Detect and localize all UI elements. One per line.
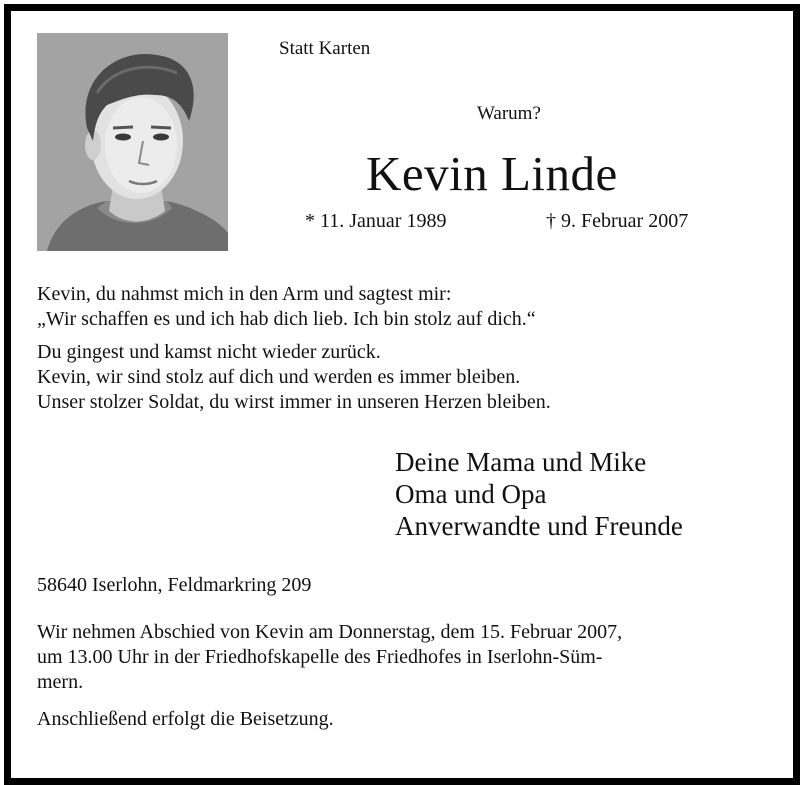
poem-line: „Wir schaffen es und ich hab dich lieb. Ich bin stolz auf dich.“ [37,308,536,330]
address-line: 58640 Iserlohn, Feldmarkring 209 [37,574,312,596]
warum-label: Warum? [477,103,541,124]
deceased-name: Kevin Linde [366,146,618,201]
poem-paragraph-1 [37,282,536,332]
portrait-illustration [37,33,228,251]
signature-line: Anverwandte und Freunde [395,511,683,541]
birth-date: * 11. Januar 1989 [305,210,447,232]
funeral-line: Wir nehmen Abschied von Kevin am Donnerstag, dem 15. Februar 2007, [37,621,623,643]
signature-line: Deine Mama und Mike [395,447,647,477]
signatures-block [395,446,683,542]
poem-paragraph-2 [37,340,551,415]
poem-line: Kevin, wir sind stolz auf dich und werden es immer bleiben. [37,366,521,388]
poem-line: Du gingest und kamst nicht wieder zurück. [37,341,381,363]
poem-line: Unser stolzer Soldat, du wirst immer in unseren Herzen bleiben. [37,391,551,413]
death-date: † 9. Februar 2007 [546,210,689,232]
poem-line: Kevin, du nahmst mich in den Arm und sagtest mir: [37,283,452,305]
funeral-line: um 13.00 Uhr in der Friedhofskapelle des Friedhofes in Iserlohn-Süm- [37,646,603,668]
signature-line: Oma und Opa [395,479,547,509]
funeral-paragraph [37,620,622,695]
burial-line: Anschließend erfolgt die Beisetzung. [37,708,334,730]
portrait-photo [37,33,228,251]
statt-karten-label: Statt Karten [279,38,371,59]
funeral-line: mern. [37,671,84,693]
